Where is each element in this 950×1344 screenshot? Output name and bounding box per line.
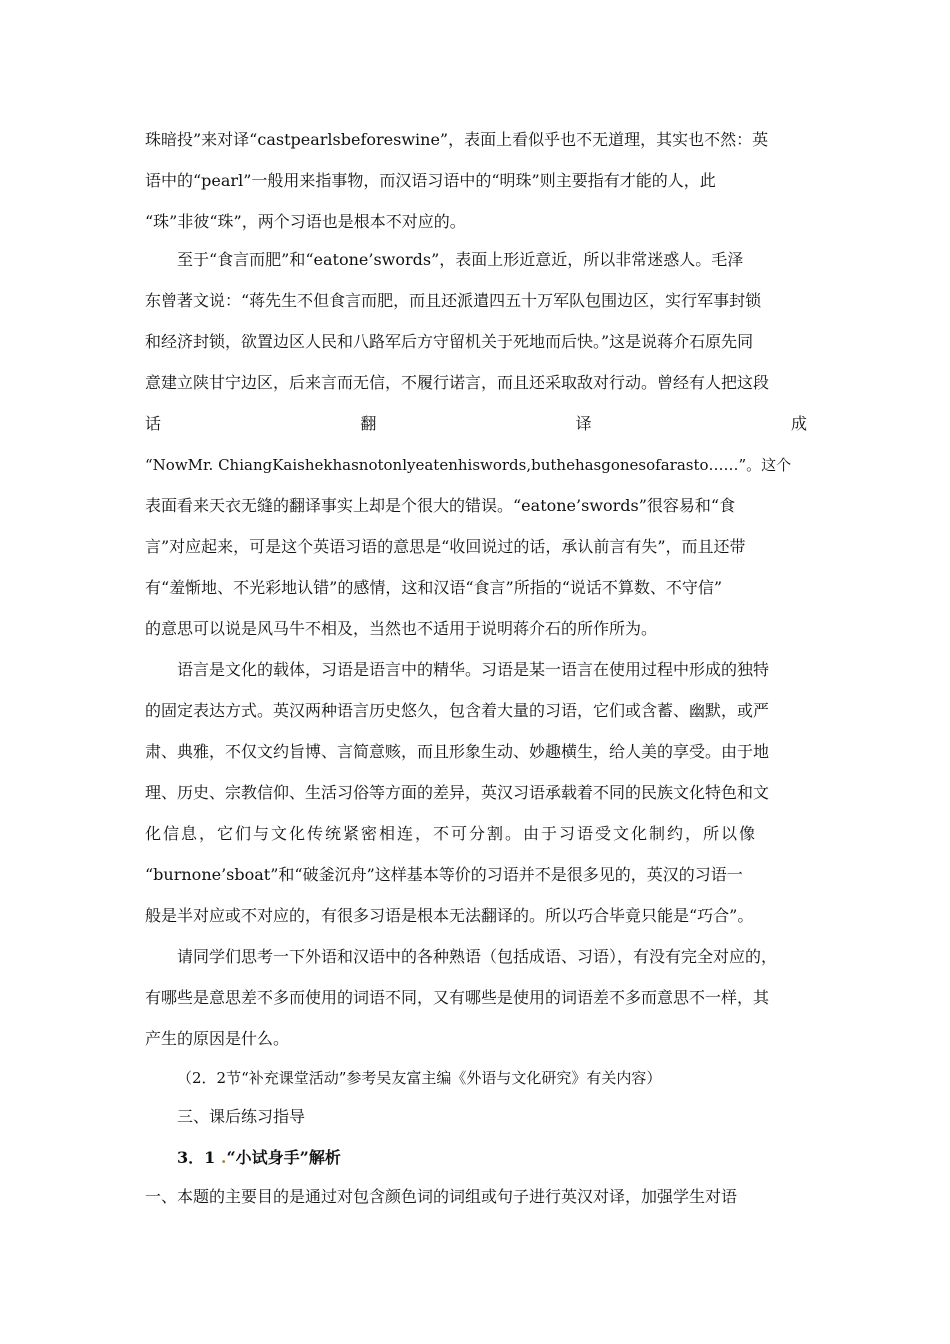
- text-line: 东曾著文说：“蒋先生不但食言而肥，而且还派遣四五十万军队包围边区，实行军事封锁: [145, 291, 762, 310]
- text-line: 的意思可以说是风马牛不相及，当然也不适用于说明蒋介石的所作所为。: [145, 619, 658, 638]
- text-line: 理、历史、宗教信仰、生活习俗等方面的差异，英汉习语承载着不同的民族文化特色和文: [145, 783, 770, 802]
- reference-note: （2．2节“补充课堂活动”参考吴友富主编《外语与文化研究》有关内容）: [177, 1069, 662, 1087]
- text-line: 请同学们思考一下外语和汉语中的各种熟语（包括成语、习语），有没有完全对应的，: [177, 947, 778, 966]
- word: 成: [790, 414, 807, 433]
- text-line: 一、本题的主要目的是通过对包含颜色词的词组或句子进行英汉对译，加强学生对语: [145, 1187, 738, 1206]
- text-line: 的固定表达方式。英汉两种语言历史悠久，包含着大量的习语，它们或含蓄、幽默，或严: [145, 701, 770, 720]
- section-heading: 三、课后练习指导: [177, 1107, 306, 1126]
- heading-text: “小试身手”解析: [226, 1148, 341, 1167]
- text-line: 语言是文化的载体，习语是语言中的精华。习语是某一语言在使用过程中形成的独特: [177, 660, 770, 679]
- text-line: 般是半对应或不对应的，有很多习语是根本无法翻译的。所以巧合毕竟只能是“巧合”。: [145, 906, 754, 925]
- text-line: 言”对应起来，可是这个英语习语的意思是“收回说过的话，承认前言有失”，而且还带: [145, 537, 746, 556]
- text-line: 至于“食言而肥”和“eatone’swords”，表面上形近意近，所以非常迷惑人。毛泽: [177, 250, 744, 269]
- text-line: 意建立陕甘宁边区，后来言而无信，不履行诺言，而且还采取敌对行动。曾经有人把这段: [145, 373, 770, 392]
- text-line: “NowMr. ChiangKaishekhasnotonlyeatenhiswords,buthehasgonesofarasto……”。这个: [145, 456, 792, 474]
- text-line: 肃、典雅，不仅文约旨博、言简意赅，而且形象生动、妙趣横生，给人美的享受。由于地: [145, 742, 770, 761]
- text-line: 有哪些是意思差不多而使用的词语不同，又有哪些是使用的词语差不多而意思不一样，其: [145, 988, 770, 1007]
- text-line: 和经济封锁，欲置边区人民和八路军后方守留机关于死地而后快。”这是说蒋介石原先同: [145, 332, 754, 351]
- text-line: “珠”非彼“珠”，两个习语也是根本不对应的。: [145, 212, 466, 231]
- text-line: “burnone’sboat”和“破釜沉舟”这样基本等价的习语并不是很多见的，英汉的习语一: [145, 865, 743, 884]
- subsection-heading: [145, 1148, 341, 1168]
- text-line: 有“羞惭地、不光彩地认错”的感情，这和汉语“食言”所指的“说话不算数、不守信”: [145, 578, 723, 597]
- spread-text-line: [145, 414, 807, 434]
- word: 译: [575, 414, 592, 433]
- word: 翻: [360, 414, 377, 433]
- heading-number: 3．1: [177, 1148, 216, 1167]
- text-line: 产生的原因是什么。: [145, 1029, 290, 1048]
- heading-dot: .: [220, 1148, 227, 1167]
- text-line: 珠暗投”来对译“castpearlsbeforeswine”，表面上看似乎也不无道理，其实也不然：英: [145, 130, 769, 149]
- word: 话: [145, 414, 162, 433]
- text-line: 语中的“pearl”一般用来指事物，而汉语习语中的“明珠”则主要指有才能的人，此: [145, 171, 716, 190]
- text-line: 化信息，它们与文化传统紧密相连，不可分割。由于习语受文化制约，所以像: [145, 824, 758, 843]
- text-line: 表面看来天衣无缝的翻译事实上却是个很大的错误。“eatone’swords”很容易和“食: [145, 496, 736, 515]
